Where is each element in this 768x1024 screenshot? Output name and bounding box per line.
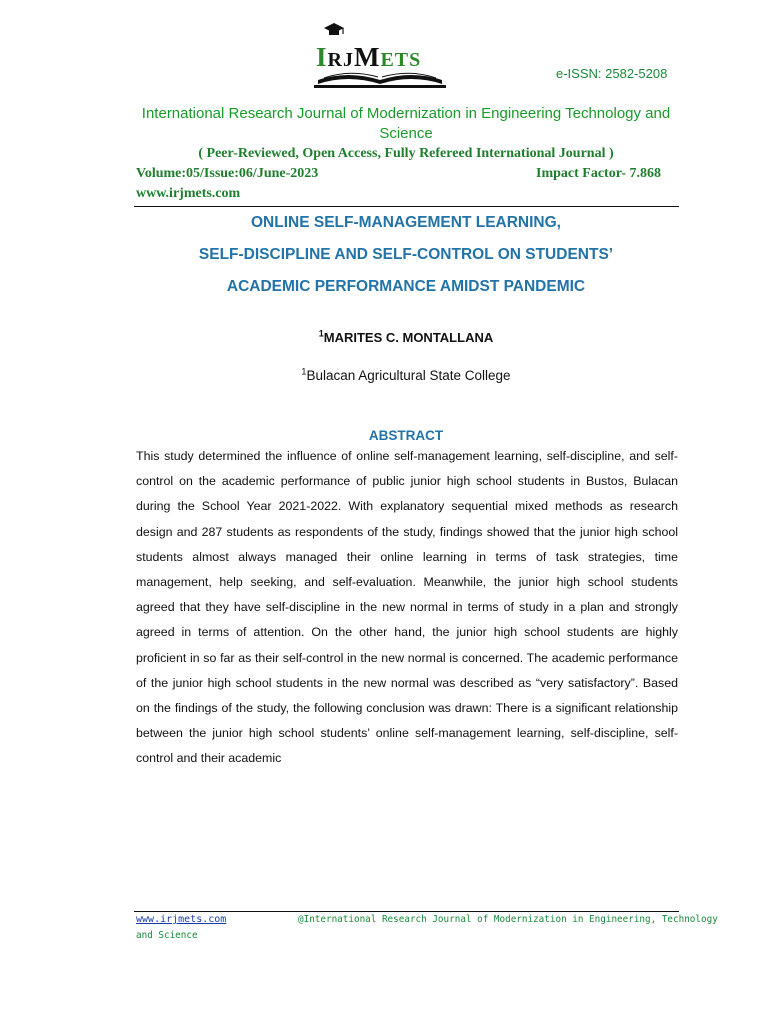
journal-website: www.irjmets.com xyxy=(136,186,241,201)
journal-description: ( Peer-Reviewed, Open Access, Fully Refereed International Journal ) xyxy=(198,146,614,161)
journal-logo xyxy=(310,22,450,94)
volume-issue: Volume:05/Issue:06/June-2023 xyxy=(136,166,319,181)
paper-title-line-3: ACADEMIC PERFORMANCE AMIDST PANDEMIC xyxy=(226,278,586,295)
author-affiliation xyxy=(120,368,692,383)
eissn: e-ISSN: 2582-5208 xyxy=(556,66,668,81)
logo-letters-ets: ETS xyxy=(380,49,422,71)
abstract-body: This study determined the influence of online self-management learning, self-discipline, and self-control on the academic performance of public junior high school students in Bustos, Bulacan during the School Year 2021-2022. With explanatory sequential mixed methods as research design and 287 students as respondents of the study, findings showed that the junior high school students almost always managed their online learning in terms of task strategies, time management, help seeking, and self-evaluation. Meanwhile, the junior high school students agreed that they have self-discipline in the new normal in terms of study in a plan and strongly agreed in terms of attention. On the other hand, the junior high school students are highly proficient in so far as their self-control in the new normal is concerned. The academic performance of the junior high school students in the new normal was described as “very satisfactory”. Based on the findings of the study, the following conclusion was drawn: There is a significant relationship between the junior high school students’ online self-management learning, self-discipline, self-control and their academic xyxy=(136,449,678,766)
logo-letter-i: I xyxy=(316,42,328,72)
paper-title-line-1: ONLINE SELF-MANAGEMENT LEARNING, xyxy=(251,214,561,231)
footer-divider xyxy=(134,911,679,912)
abstract-heading: ABSTRACT xyxy=(368,428,444,443)
journal-title: International Research Journal of Modernization in Engineering Technology and Science xyxy=(141,105,671,142)
logo-letters-rj: RJ xyxy=(327,49,354,71)
header-divider xyxy=(134,206,679,207)
logo-letter-m: M xyxy=(353,42,381,72)
footer-copyright-continued: and Science xyxy=(136,930,198,941)
impact-factor: Impact Factor- 7.868 xyxy=(536,166,662,181)
author-superscript: 1 xyxy=(318,328,324,339)
affiliation-text: Bulacan Agricultural State College xyxy=(306,368,511,383)
footer-copyright: @International Research Journal of Modernization in Engineering, Technology xyxy=(298,914,718,925)
affiliation-superscript: 1 xyxy=(301,366,307,377)
author-name xyxy=(120,330,692,345)
footer-website-link[interactable]: www.irjmets.com xyxy=(136,914,227,925)
paper-title-line-2: SELF-DISCIPLINE AND SELF-CONTROL ON STUDENTS’ xyxy=(198,246,614,263)
author-text: MARITES C. MONTALLANA xyxy=(323,330,494,345)
